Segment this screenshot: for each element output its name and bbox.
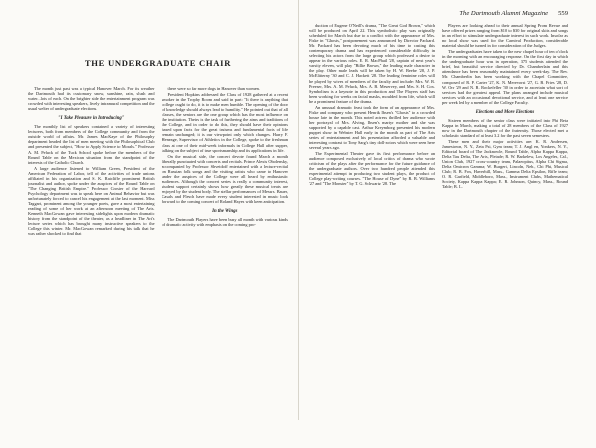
left-columns [28, 86, 288, 448]
body-paragraph: The Dartmouth Players have been busy all month with various kinds of dramatic activity with emphasis on the coming pro- [161, 217, 288, 228]
body-paragraph: The monthly list of speakers contained a variety of interesting lecturers, both from members of the College community and from the outside world of affairs. Mr. James MacKaye of the Philosophy department headed the list of men meeting with the Philosophical Club and presented the subject, "How to Apply Science to Morals." Professor A. M. Peluck of the Tuck School spoke before the members of the Round Table on the Mexican situation from the standpoint of the interests of the Catholic Church. [28, 124, 155, 165]
body-paragraph: The month just past was a typical Hanover March. For its weather the Dartmouth had its customary snow, sunshine, rain, slush and water...lots of each. On the brighter side the entertainment program was crowded with interesting speakers, lively intramural competition and the usual welter of undergraduate elections. [28, 86, 155, 112]
right-page [298, 0, 596, 420]
left-column-2 [162, 86, 289, 448]
right-column-1 [309, 23, 435, 421]
left-column-1 [28, 86, 155, 448]
right-column-2 [442, 23, 568, 421]
page-title: THE UNDERGRADUATE CHAIR [84, 58, 232, 68]
magazine-name: The Dartmouth Alumni Magazine [459, 10, 549, 17]
body-paragraph: On the musical side, the concert devote found March a month liberally punctuated with concerts and recitals. Prince Alexis Obolensky, accompanied by Professor Shveidoff entertained with a lecture-recital on Russian folk songs and the visiting artists who came to Hanover under the auspices of the College were all heard by enthusiastic audiences. Although the concert series is really a community interest, student support certainly shows how greatly these musical treats are enjoyed by the student body. The stellar performances of Messrs. Bauer, Casals and Flesch have made every student interested in music look forward to the coming concert of Roland Hayes with keen anticipation. [161, 153, 288, 205]
left-page [0, 0, 298, 420]
section-heading: "I Take Pleasure in Introducing" [58, 116, 125, 122]
body-paragraph: President Hopkins addressed the Class of 1928 gathered at a recent smoker in the Trophy Room and said in part: "It there is anything that college ought to do, it is to make men humble. The opening of the door of knowledge should always lead to humility." He pointed out that of all classes, the seniors are the one group which has the most influence on the institution. Theirs is the task of furthering the aims and traditions of the College, and in order to do this, they should have their opinions based upon facts for the great truisms and fundamental facts of life remain unchanged; it is our viewpoint only which changes. Harry F. Heneage, Supervisor of Athletics in the College, spoke to the freshman class at one of their mid-week informals in College Hall after supper, talking on the subject of true sportsmanship and its applications in life. [161, 92, 288, 153]
body-paragraph: An unusual dramatic feast took the form of an appearance of Mrs. Fiske and company who present Henrik Ibsen's "Ghosts" to a crowded house late in the month. This noted actress thrilled her audience with her portrayal of Mrs. Alving, Ibsen's martyr mother and she was supported by a capable cast. Arthur Kreymborg presented his modern puppet show in Webster Hall early in the month as part of The Arts series of entertainment and his presentation afforded a valuable and interesting contrast to Tony Sarg's tiny doll-actors which were seen here several years ago. [309, 104, 435, 151]
body-paragraph: These men and their major activities are: K. R. Andersen, Jamestown, N. Y., Zeta Psi, Gym team; T. J. Angl en, Yonkers, N. Y., Editorial board of The Jacknowle, Round Table, Alpha Kappa Kappa, Delta Tau Delta, The Arts, Pleiade; R. W. Barkelew, Los Angeles, Cal., Union Club, 1927 cross-country team, Palaeopitus, Alpha Chi Sigma, Delta Omicron Gamma; W. Burgert, Lincoln, Neb., Chi Phi, Musical Club; R. B. Fox, Haverhill, Mass., Gamma Delta Epsilon, Rifle team; O. R. Garfield, Middleboro, Mass., Instrument Clubs, Mathematical Society, Kappa Kappa Kappa; E. R. Johnson, Quincy, Mass., Round Table; B. L. [442, 138, 568, 190]
body-paragraph: there were so far more dogs in Hanover than women. [167, 86, 260, 91]
body-paragraph: A large audience listened to William Green, President of the American Federation of Labor, tell of the activities of trade unions affiliated in his organization and S. K. Ratcliffe prominent British journalist and author, spoke under the auspices of the Round Table on "The Changing British Empire." Professor Crosier of the Harvard Psychology department was to speak here on Animal Behavior but was unfortunately forced to cancel his engagement at the last moment. Miss Taggart, prominent among the younger poets, gave a most entertaining reading of some of her work at an afternoon meeting of The Arts. Kenneth MacGowan gave interesting sidelights upon modern dramatic history from the standpoint of the theater, as a headliner in The Art's lecture series which has brought many instructive speakers to the College this winter. Mr. MacGowan remarked during his talk that he was rather shocked to find that [28, 165, 155, 237]
body-paragraph: Sixteen members of the senior class were initiated into Phi Beta Kappa in March, making a total of 28 members of the Class of 1927 now in the Dartmouth chapter of the fraternity. Those elected met a scholastic standard of at least 3.2 for the past seven semesters. [442, 117, 568, 138]
right-columns [309, 23, 568, 421]
body-paragraph: The undergraduates have taken to the new chapel hour of ten o'clock in the morning with an encouraging response. On the first day in which the undergraduate hour was in operation, 375 students attended the brief, but beautiful service directed by Dr. Chamberlain and this attendance has been reasonably maintained every week-day. The Rev. Mr. Chamberlin has been working with the Chapel Committee, composed of R. P. Carter '27, K. N. Merevorst '27, G. B. Fries '28, D. W. Orr '29 and N. R. Rockefeller '30 in order to ascertain what sort of services had the greatest appeal. The plans arranged include musical services with an occasional devotional service, and at least one service per week led by a member of the College Faculty. [442, 49, 568, 105]
section-heading: In the Wings [212, 209, 238, 215]
page-number: 559 [558, 10, 568, 17]
body-paragraph: duction of Eugene O'Neill's drama, "The Great God Brown," which will be produced on April 22. This symbolistic play was originally scheduled for March but due to a conflict with the appearance of Mrs. Fiske in "Ghosts," postponement was announced by Director Packard. Mr. Packard has been devoting much of his time to casting this contemporary drama and has experienced considerable difficulty in selecting his actors from the large group which professed a desire to appear in the various roles. E. R. MacPhail '28, captain of next year's varsity eleven, will play "Billie Brown," the leading male character in the play. Other male leads will be taken by H. W. Beebe '28, J. P. McElitterny '30 and C. J. Hackett '28. The leading feminine roles will be played by wives of members of the faculty and include: Mrs. W. B. Preeser, Mrs. A. M. Peluck, Mrs. A. B. Meservey, and Mrs. S. H. Cox. Symbolism is a keynote in this production and The Players staff has been working for weeks on facial masks, moulded from life, which will be a prominent feature of the drama. [309, 23, 435, 104]
body-paragraph: The Experimental Theater gave its first performance before an audience composed exclusively of local critics of drama who wrote criticism of the plays after the performance for the future guidance of the undergraduate authors. Over two hundred people attended this experimental attempt in producing two student plays, the product of College play-writing courses. "The House of Dyne" by R. B. Williams '27 and "The Monster" by T. G. Schwartz '28. The [309, 151, 435, 187]
section-heading: Elections and More Elections [475, 109, 535, 115]
body-paragraph: Players are looking ahead to their annual Spring Prom Revue and have offered prizes ranging from $10 to $30 for original skits and songs in an effort to stimulate undergraduate interest in such work. Insofar as no local show was used for the Carnival Production, considerable material should be turned in for consideration of the Judges. [442, 23, 568, 49]
running-head [309, 10, 568, 17]
